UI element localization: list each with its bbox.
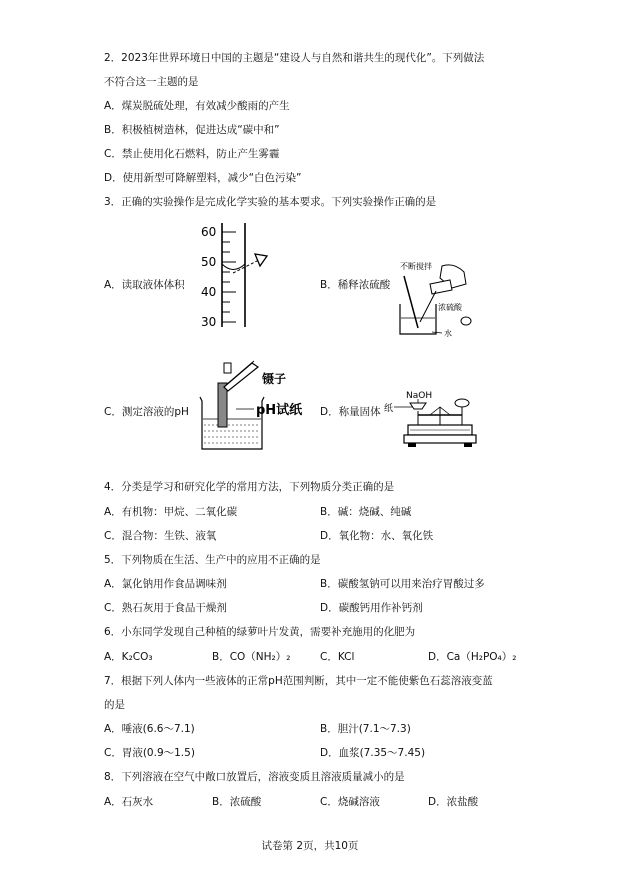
q5-stem: 5．下列物质在生活、生产中的应用不正确的是 <box>104 554 321 566</box>
cylinder-tick-40: 40 <box>201 285 217 299</box>
q6-stem: 6．小东同学发现自己种植的绿萝叶片发黄，需要补充施用的化肥为 <box>104 626 416 638</box>
q2-option-c: C．禁止使用化石燃料，防止产生雾霾 <box>104 148 280 160</box>
q5-option-d: D．碳酸钙用作补钙剂 <box>320 602 423 614</box>
q3-option-b: B．稀释浓硫酸 <box>320 279 391 291</box>
q3-option-c: C．测定溶液的pH <box>104 406 189 418</box>
page-footer: 试卷第 2页，共10页 <box>261 840 359 852</box>
q7-option-b: B．胆汁(7.1～7.3) <box>320 723 411 735</box>
q7-stem-line2: 的是 <box>104 699 125 711</box>
c-label-ph-paper: pH试纸 <box>256 403 303 418</box>
q7-option-d: D．血浆(7.35～7.45) <box>320 747 426 759</box>
b-label-water: 水 <box>444 329 452 338</box>
d-label-naoh: NaOH <box>406 391 433 401</box>
q4-option-a: A．有机物：甲烷、二氧化碳 <box>104 506 238 518</box>
dilute-acid-figure <box>392 258 482 338</box>
q2-option-b: B．积极植树造林，促进达成“碳中和” <box>104 124 280 136</box>
cylinder-tick-60: 60 <box>201 225 217 239</box>
q8-option-d: D．浓盐酸 <box>428 796 479 808</box>
q6-option-b: B．CO（NH₂）₂ <box>212 651 291 663</box>
q2-option-d: D．使用新型可降解塑料，减少“白色污染” <box>104 172 302 184</box>
q8-option-c: C．烧碱溶液 <box>320 796 380 808</box>
q5-option-a: A．氯化钠用作食品调味剂 <box>104 578 227 590</box>
cylinder-tick-50: 50 <box>201 255 217 269</box>
q4-option-c: C．混合物：生铁、液氧 <box>104 530 217 542</box>
q3-stem: 3．正确的实验操作是完成化学实验的基本要求。下列实验操作正确的是 <box>104 196 437 208</box>
weigh-solid-figure <box>384 385 484 455</box>
cylinder-tick-30: 30 <box>201 315 217 329</box>
q3-option-d: D．称量固体 <box>320 406 381 418</box>
q4-option-d: D．氧化物：水、氧化铁 <box>320 530 434 542</box>
c-label-tweezer: 镊子 <box>262 372 287 386</box>
measure-ph-figure <box>196 357 316 457</box>
q6-option-d: D．Ca（H₂PO₄）₂ <box>428 651 517 663</box>
q2-stem-line2: 不符合这一主题的是 <box>104 76 199 88</box>
q7-option-c: C．胃液(0.9～1.5) <box>104 747 195 759</box>
graduated-cylinder-figure <box>192 221 272 331</box>
q8-stem: 8．下列溶液在空气中敞口放置后，溶液变质且溶液质量减小的是 <box>104 771 405 783</box>
q8-option-a: A．石灰水 <box>104 796 154 808</box>
q8-option-b: B．浓硫酸 <box>212 796 262 808</box>
q5-option-b: B．碳酸氢钠可以用来治疗胃酸过多 <box>320 578 485 590</box>
q7-option-a: A．唾液(6.6～7.1) <box>104 723 195 735</box>
b-label-stir: 不断搅拌 <box>400 262 432 271</box>
eye-icon <box>255 254 267 266</box>
q6-option-c: C．KCl <box>320 651 355 663</box>
q4-stem: 4．分类是学习和研究化学的常用方法，下列物质分类正确的是 <box>104 481 395 493</box>
q2-stem-line1: 2．2023年世界环境日中国的主题是“建设人与自然和谐共生的现代化”。下列做法 <box>104 52 485 64</box>
q7-stem-line1: 7．根据下列人体内一些液体的正常pH范围判断，其中一定不能使紫色石蕊溶液变蓝 <box>104 675 493 687</box>
q2-option-a: A．煤炭脱硫处理，有效减少酸雨的产生 <box>104 100 290 112</box>
q3-option-a: A．读取液体体积 <box>104 279 185 291</box>
q4-option-b: B．碱：烧碱、纯碱 <box>320 506 412 518</box>
d-label-paper: 纸 <box>384 404 394 414</box>
b-label-acid: 浓硫酸 <box>438 303 462 312</box>
q5-option-c: C．熟石灰用于食品干燥剂 <box>104 602 227 614</box>
q6-option-a: A．K₂CO₃ <box>104 651 153 663</box>
